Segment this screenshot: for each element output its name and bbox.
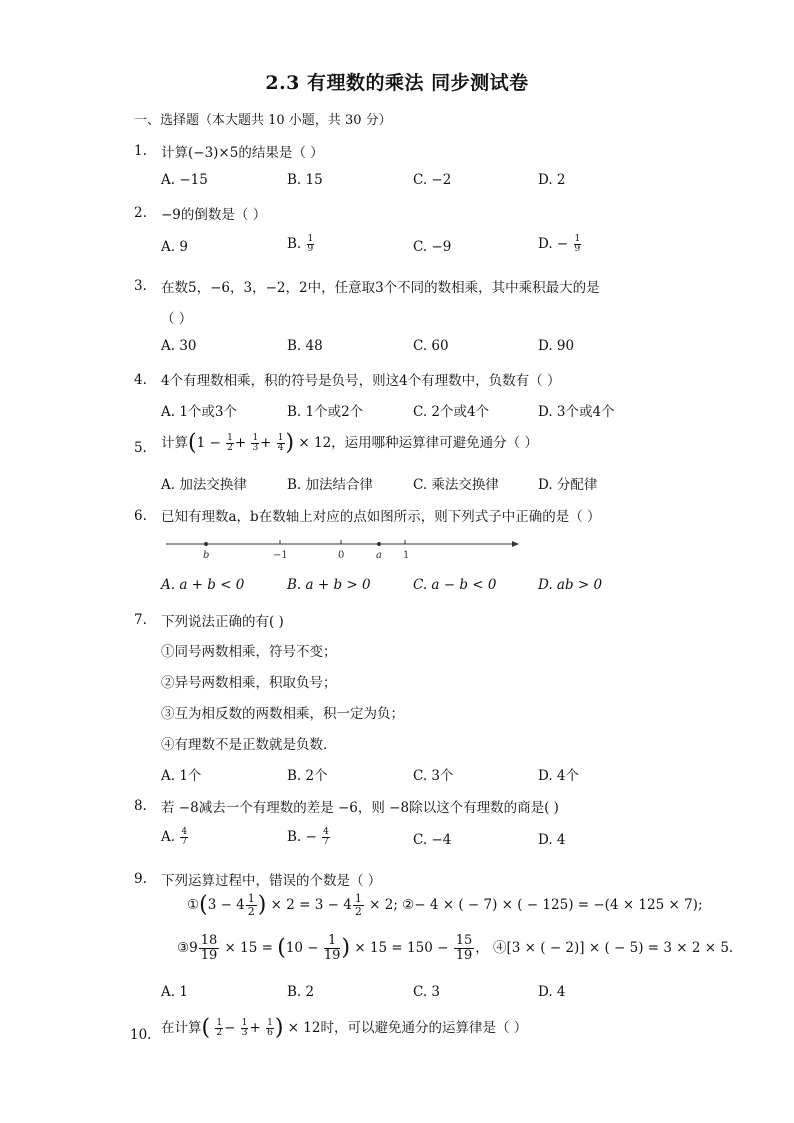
option-d: D. 2 (538, 172, 566, 188)
statement-4: ④有理数不是正数就是负数． (161, 737, 337, 753)
point-a (377, 542, 381, 546)
option-d: D. 4 (538, 832, 566, 848)
option-c: C. 60 (413, 338, 449, 354)
option-d: D. 分配律 (538, 477, 598, 493)
option-c: C. 乘法交换律 (413, 477, 499, 493)
question-text: 下列运算过程中，错误的个数是（ ） (161, 873, 382, 889)
option-d: D. 4 (538, 984, 566, 1000)
statement-3: ③互为相反数的两数相乘，积一定为负； (161, 706, 404, 722)
question-number: 7. (134, 612, 147, 628)
point-b (204, 542, 208, 546)
question-text: 4个有理数相乘，积的符号是负号，则这4个有理数中，负数有（ ） (161, 373, 561, 389)
arrow-icon (512, 541, 519, 547)
question-text: 已知有理数a，b在数轴上对应的点如图所示，则下列式子中正确的是（ ） (161, 509, 601, 525)
label-zero: 0 (338, 550, 345, 561)
question-number: 1. (134, 143, 147, 159)
option-c: C. −2 (413, 172, 452, 188)
option-d: D. 90 (538, 338, 575, 354)
question-text: 若 −8减去一个有理数的差是 −6，则 −8除以这个有理数的商是( ) (161, 800, 559, 816)
statement-1: ①同号两数相乘，符号不变； (161, 644, 337, 660)
question-text: 在数5，−6，3，−2，2中，任意取3个不同的数相乘，其中乘积最大的是 (161, 280, 600, 296)
option-a: A. −15 (161, 172, 208, 188)
question-number: 6. (134, 508, 147, 524)
question-number: 3. (134, 278, 147, 294)
option-b: B. 2个 (287, 768, 328, 784)
label-b: b (203, 550, 210, 561)
option-b: B. − $\frac{4}{7}$ (287, 827, 329, 847)
option-c: C. −4 (413, 832, 452, 848)
option-a: A. 1个 (161, 768, 202, 784)
option-b: B. 加法结合律 (287, 477, 374, 493)
option-b: B. 1个或2个 (287, 404, 364, 420)
question-number: 10. (130, 1027, 152, 1043)
option-a: A. 加法交换律 (161, 477, 247, 493)
option-d: D. 4个 (538, 768, 580, 784)
option-b: B. a + b > 0 (287, 577, 371, 593)
equation-line-2: ③9 $\frac{18}{19}$ × 15 = (10 − $\frac{1}{19}$ ) × 15 = 150 − $\frac{15}{19}$ ， ④[3 × ( − 2)] × ( − 5) = 3 × 2 × 5. (177, 933, 734, 963)
label-one: 1 (403, 550, 410, 561)
option-d: D. 3个或4个 (538, 404, 615, 420)
option-b: B. 2 (287, 984, 315, 1000)
option-d: D. ab > 0 (538, 577, 603, 593)
statement-2: ②异号两数相乘，积取负号； (161, 675, 337, 691)
option-b: B. 48 (287, 338, 323, 354)
option-a: A. 9 (161, 239, 188, 255)
option-b: B. $\frac{1}{9}$ (287, 234, 314, 254)
option-a: A. 1个或3个 (161, 404, 238, 420)
label-minus-one: −1 (273, 550, 288, 561)
question-text: 在计算( $\frac{1}{2}$ − $\frac{1}{3}$ + $\frac{1}{6}$ ) × 12时，可以避免通分的运算律是（ ） (161, 1015, 528, 1041)
equation-line-1: ①(3 − 4 $\frac{1}{2}$ ) × 2 = 3 − 4 $\frac{1}{2}$ × 2; ②− 4 × ( − 7) × ( − 125) = −(4 × 125 × 7); (187, 892, 703, 918)
number-line-figure (160, 532, 525, 564)
option-b: B. 15 (287, 172, 323, 188)
label-a: a (376, 550, 382, 561)
question-text: 计算(1 − $\frac{1}{2}$ + $\frac{1}{3}$ + $\frac{1}{4}$ ) × 12，运用哪种运算律可避免通分（ ） (161, 430, 538, 456)
question-text: 下列说法正确的有( ) (161, 614, 284, 630)
option-c: C. a − b < 0 (413, 577, 497, 593)
question-number: 5. (134, 440, 147, 456)
question-text-cont: （ ） (161, 311, 193, 327)
option-c: C. 3 (413, 984, 441, 1000)
page-title: 2.3 有理数的乘法 同步测试卷 (265, 72, 529, 94)
question-text: 计算(−3)×5的结果是（ ） (161, 145, 324, 161)
option-a: A. 30 (161, 338, 197, 354)
option-d: D. − $\frac{1}{9}$ (538, 234, 581, 254)
section-heading: 一、选择题（本大题共 10 小题，共 30 分） (134, 113, 392, 128)
option-a: A. 1 (161, 984, 188, 1000)
option-c: C. 3个 (413, 768, 454, 784)
option-a: A. a + b < 0 (161, 577, 245, 593)
question-text: −9的倒数是（ ） (161, 207, 267, 223)
question-number: 9. (134, 871, 147, 887)
option-a: A. $\frac{4}{7}$ (161, 827, 188, 847)
question-number: 2. (134, 205, 147, 221)
option-c: C. 2个或4个 (413, 404, 490, 420)
question-number: 8. (134, 798, 147, 814)
option-c: C. −9 (413, 239, 452, 255)
question-number: 4. (134, 372, 147, 388)
